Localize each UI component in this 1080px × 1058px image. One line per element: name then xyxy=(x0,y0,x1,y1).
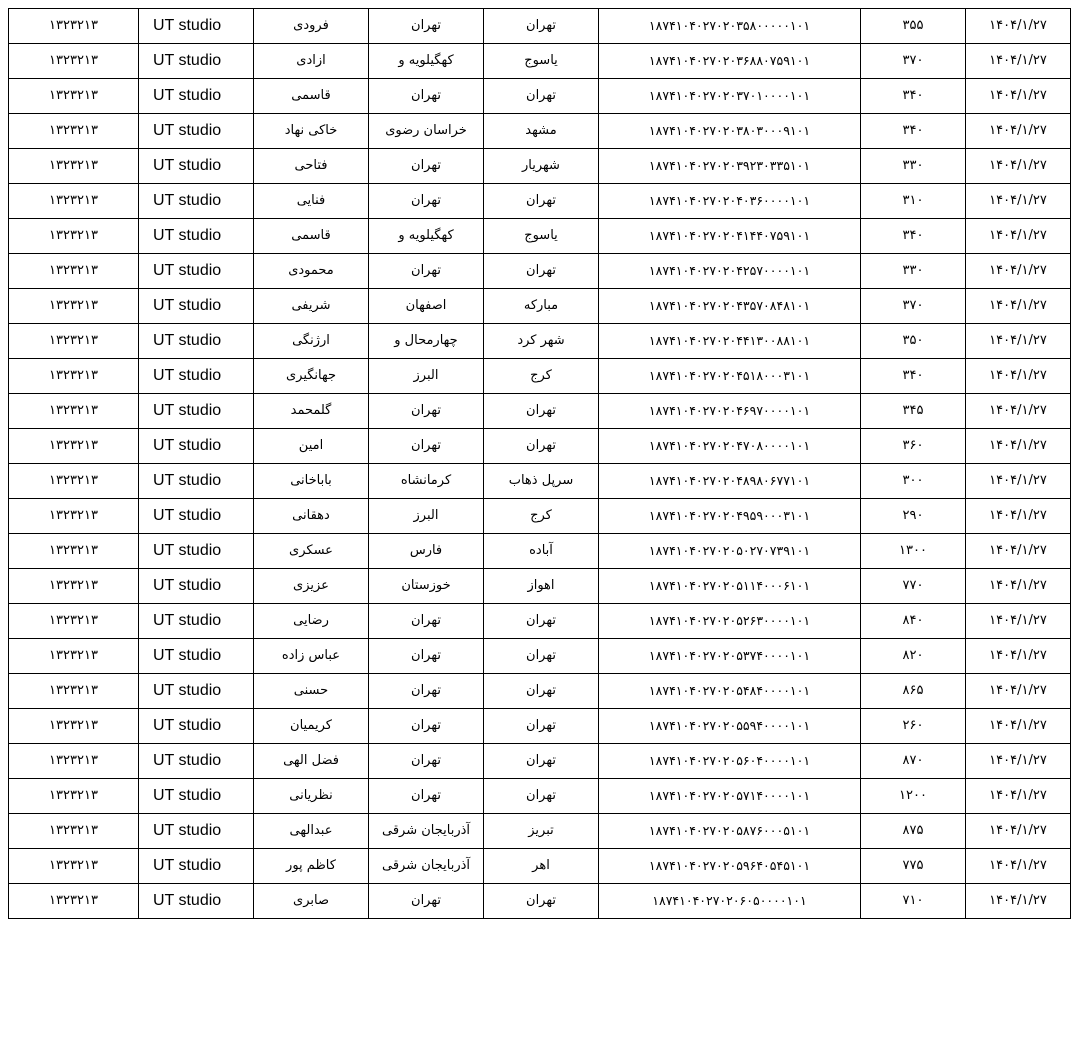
cell-province: تهران xyxy=(369,254,484,289)
cell-recipient-name: صابری xyxy=(254,884,369,919)
cell-date: ۱۴۰۴/۱/۲۷ xyxy=(966,79,1071,114)
table-row xyxy=(9,324,1071,359)
table-row xyxy=(9,149,1071,184)
cell-amount: ۸۲۰ xyxy=(861,639,966,674)
cell-tracking-number: ۱۸۷۴۱۰۴۰۲۷۰۲۰۵۸۷۶۰۰۰۵۱۰۱ xyxy=(599,814,861,849)
cell-city: تبریز xyxy=(484,814,599,849)
cell-date: ۱۴۰۴/۱/۲۷ xyxy=(966,499,1071,534)
cell-city: تهران xyxy=(484,884,599,919)
cell-recipient-name: عبدالهی xyxy=(254,814,369,849)
cell-code: ۱۳۲۳۲۱۳ xyxy=(9,534,139,569)
table-row xyxy=(9,639,1071,674)
cell-amount: ۳۴۰ xyxy=(861,219,966,254)
cell-date: ۱۴۰۴/۱/۲۷ xyxy=(966,254,1071,289)
cell-date: ۱۴۰۴/۱/۲۷ xyxy=(966,359,1071,394)
cell-recipient-name: کاظم پور xyxy=(254,849,369,884)
cell-studio: UT studio xyxy=(139,44,254,79)
cell-amount: ۳۴۰ xyxy=(861,359,966,394)
cell-recipient-name: نظریانی xyxy=(254,779,369,814)
cell-studio: UT studio xyxy=(139,814,254,849)
cell-code: ۱۳۲۳۲۱۳ xyxy=(9,464,139,499)
cell-province: تهران xyxy=(369,744,484,779)
cell-studio: UT studio xyxy=(139,884,254,919)
cell-code: ۱۳۲۳۲۱۳ xyxy=(9,149,139,184)
cell-tracking-number: ۱۸۷۴۱۰۴۰۲۷۰۲۰۴۶۹۷۰۰۰۰۱۰۱ xyxy=(599,394,861,429)
cell-province: کرمانشاه xyxy=(369,464,484,499)
cell-tracking-number: ۱۸۷۴۱۰۴۰۲۷۰۲۰۳۷۰۱۰۰۰۰۱۰۱ xyxy=(599,79,861,114)
cell-amount: ۳۱۰ xyxy=(861,184,966,219)
cell-amount: ۳۶۰ xyxy=(861,429,966,464)
cell-amount: ۷۷۵ xyxy=(861,849,966,884)
table-row xyxy=(9,79,1071,114)
cell-province: اصفهان xyxy=(369,289,484,324)
cell-amount: ۸۴۰ xyxy=(861,604,966,639)
table-row xyxy=(9,359,1071,394)
table-row xyxy=(9,184,1071,219)
cell-city: تهران xyxy=(484,254,599,289)
cell-amount: ۳۷۰ xyxy=(861,44,966,79)
cell-recipient-name: عزیزی xyxy=(254,569,369,604)
cell-amount: ۳۴۵ xyxy=(861,394,966,429)
cell-code: ۱۳۲۳۲۱۳ xyxy=(9,254,139,289)
cell-province: آذربایجان شرقی xyxy=(369,814,484,849)
cell-province: تهران xyxy=(369,884,484,919)
cell-date: ۱۴۰۴/۱/۲۷ xyxy=(966,604,1071,639)
cell-recipient-name: جهانگیری xyxy=(254,359,369,394)
cell-recipient-name: شریفی xyxy=(254,289,369,324)
cell-province: البرز xyxy=(369,359,484,394)
table-row xyxy=(9,254,1071,289)
cell-date: ۱۴۰۴/۱/۲۷ xyxy=(966,814,1071,849)
cell-studio: UT studio xyxy=(139,79,254,114)
cell-tracking-number: ۱۸۷۴۱۰۴۰۲۷۰۲۰۴۹۵۹۰۰۰۳۱۰۱ xyxy=(599,499,861,534)
cell-recipient-name: گلمحمد xyxy=(254,394,369,429)
cell-studio: UT studio xyxy=(139,184,254,219)
cell-date: ۱۴۰۴/۱/۲۷ xyxy=(966,674,1071,709)
cell-studio: UT studio xyxy=(139,604,254,639)
cell-province: تهران xyxy=(369,429,484,464)
cell-code: ۱۳۲۳۲۱۳ xyxy=(9,674,139,709)
cell-province: تهران xyxy=(369,779,484,814)
cell-date: ۱۴۰۴/۱/۲۷ xyxy=(966,394,1071,429)
cell-date: ۱۴۰۴/۱/۲۷ xyxy=(966,44,1071,79)
cell-tracking-number: ۱۸۷۴۱۰۴۰۲۷۰۲۰۳۶۸۸۰۷۵۹۱۰۱ xyxy=(599,44,861,79)
cell-city: آباده xyxy=(484,534,599,569)
cell-date: ۱۴۰۴/۱/۲۷ xyxy=(966,219,1071,254)
cell-province: تهران xyxy=(369,709,484,744)
cell-recipient-name: عباس زاده xyxy=(254,639,369,674)
cell-recipient-name: فتاحی xyxy=(254,149,369,184)
cell-amount: ۳۳۰ xyxy=(861,254,966,289)
cell-date: ۱۴۰۴/۱/۲۷ xyxy=(966,429,1071,464)
table-row xyxy=(9,289,1071,324)
cell-city: تهران xyxy=(484,709,599,744)
cell-recipient-name: ازادی xyxy=(254,44,369,79)
cell-date: ۱۴۰۴/۱/۲۷ xyxy=(966,9,1071,44)
cell-tracking-number: ۱۸۷۴۱۰۴۰۲۷۰۲۰۴۱۴۴۰۷۵۹۱۰۱ xyxy=(599,219,861,254)
cell-studio: UT studio xyxy=(139,709,254,744)
cell-code: ۱۳۲۳۲۱۳ xyxy=(9,394,139,429)
cell-amount: ۳۵۵ xyxy=(861,9,966,44)
cell-city: شهر کرد xyxy=(484,324,599,359)
cell-city: تهران xyxy=(484,9,599,44)
cell-province: آذربایجان شرقی xyxy=(369,849,484,884)
cell-recipient-name: ارژنگی xyxy=(254,324,369,359)
cell-city: تهران xyxy=(484,394,599,429)
cell-studio: UT studio xyxy=(139,359,254,394)
cell-amount: ۲۹۰ xyxy=(861,499,966,534)
cell-city: شهریار xyxy=(484,149,599,184)
cell-province: تهران xyxy=(369,604,484,639)
cell-province: تهران xyxy=(369,9,484,44)
cell-tracking-number: ۱۸۷۴۱۰۴۰۲۷۰۲۰۴۲۵۷۰۰۰۰۱۰۱ xyxy=(599,254,861,289)
cell-date: ۱۴۰۴/۱/۲۷ xyxy=(966,324,1071,359)
cell-code: ۱۳۲۳۲۱۳ xyxy=(9,429,139,464)
cell-city: تهران xyxy=(484,429,599,464)
cell-date: ۱۴۰۴/۱/۲۷ xyxy=(966,464,1071,499)
cell-tracking-number: ۱۸۷۴۱۰۴۰۲۷۰۲۰۵۶۰۴۰۰۰۰۱۰۱ xyxy=(599,744,861,779)
cell-recipient-name: عسکری xyxy=(254,534,369,569)
cell-tracking-number: ۱۸۷۴۱۰۴۰۲۷۰۲۰۵۰۲۷۰۷۳۹۱۰۱ xyxy=(599,534,861,569)
cell-province: خراسان رضوی xyxy=(369,114,484,149)
cell-province: تهران xyxy=(369,639,484,674)
cell-amount: ۳۵۰ xyxy=(861,324,966,359)
document-sheet xyxy=(8,8,1070,919)
cell-province: چهارمحال و xyxy=(369,324,484,359)
cell-province: تهران xyxy=(369,674,484,709)
cell-code: ۱۳۲۳۲۱۳ xyxy=(9,779,139,814)
cell-city: تهران xyxy=(484,604,599,639)
cell-studio: UT studio xyxy=(139,394,254,429)
cell-province: تهران xyxy=(369,184,484,219)
cell-amount: ۳۳۰ xyxy=(861,149,966,184)
cell-recipient-name: امین xyxy=(254,429,369,464)
cell-tracking-number: ۱۸۷۴۱۰۴۰۲۷۰۲۰۵۵۹۴۰۰۰۰۱۰۱ xyxy=(599,709,861,744)
cell-studio: UT studio xyxy=(139,639,254,674)
cell-code: ۱۳۲۳۲۱۳ xyxy=(9,709,139,744)
cell-date: ۱۴۰۴/۱/۲۷ xyxy=(966,639,1071,674)
cell-date: ۱۴۰۴/۱/۲۷ xyxy=(966,534,1071,569)
cell-city: اهواز xyxy=(484,569,599,604)
cell-tracking-number: ۱۸۷۴۱۰۴۰۲۷۰۲۰۵۱۱۴۰۰۰۶۱۰۱ xyxy=(599,569,861,604)
cell-recipient-name: فرودی xyxy=(254,9,369,44)
cell-code: ۱۳۲۳۲۱۳ xyxy=(9,849,139,884)
cell-province: البرز xyxy=(369,499,484,534)
cell-code: ۱۳۲۳۲۱۳ xyxy=(9,324,139,359)
cell-code: ۱۳۲۳۲۱۳ xyxy=(9,639,139,674)
cell-tracking-number: ۱۸۷۴۱۰۴۰۲۷۰۲۰۵۳۷۴۰۰۰۰۱۰۱ xyxy=(599,639,861,674)
cell-recipient-name: قاسمی xyxy=(254,79,369,114)
cell-studio: UT studio xyxy=(139,674,254,709)
cell-amount: ۷۱۰ xyxy=(861,884,966,919)
cell-province: کهگیلویه و xyxy=(369,44,484,79)
cell-amount: ۷۷۰ xyxy=(861,569,966,604)
cell-tracking-number: ۱۸۷۴۱۰۴۰۲۷۰۲۰۴۳۵۷۰۸۴۸۱۰۱ xyxy=(599,289,861,324)
cell-recipient-name: رضایی xyxy=(254,604,369,639)
table-row xyxy=(9,534,1071,569)
table-row xyxy=(9,674,1071,709)
cell-studio: UT studio xyxy=(139,534,254,569)
cell-tracking-number: ۱۸۷۴۱۰۴۰۲۷۰۲۰۴۷۰۸۰۰۰۰۱۰۱ xyxy=(599,429,861,464)
cell-date: ۱۴۰۴/۱/۲۷ xyxy=(966,289,1071,324)
cell-city: کرج xyxy=(484,499,599,534)
cell-studio: UT studio xyxy=(139,569,254,604)
cell-code: ۱۳۲۳۲۱۳ xyxy=(9,114,139,149)
cell-amount: ۱۲۰۰ xyxy=(861,779,966,814)
cell-code: ۱۳۲۳۲۱۳ xyxy=(9,219,139,254)
cell-city: یاسوج xyxy=(484,44,599,79)
table-row xyxy=(9,219,1071,254)
cell-recipient-name: فضل الهی xyxy=(254,744,369,779)
cell-code: ۱۳۲۳۲۱۳ xyxy=(9,44,139,79)
cell-amount: ۱۳۰۰ xyxy=(861,534,966,569)
cell-city: تهران xyxy=(484,674,599,709)
cell-city: تهران xyxy=(484,639,599,674)
cell-date: ۱۴۰۴/۱/۲۷ xyxy=(966,779,1071,814)
cell-code: ۱۳۲۳۲۱۳ xyxy=(9,499,139,534)
cell-studio: UT studio xyxy=(139,779,254,814)
cell-city: مشهد xyxy=(484,114,599,149)
table-row xyxy=(9,814,1071,849)
cell-province: تهران xyxy=(369,79,484,114)
cell-province: تهران xyxy=(369,394,484,429)
table-row xyxy=(9,9,1071,44)
cell-tracking-number: ۱۸۷۴۱۰۴۰۲۷۰۲۰۵۹۶۴۰۵۴۵۱۰۱ xyxy=(599,849,861,884)
cell-code: ۱۳۲۳۲۱۳ xyxy=(9,744,139,779)
cell-studio: UT studio xyxy=(139,429,254,464)
cell-city: مبارکه xyxy=(484,289,599,324)
cell-code: ۱۳۲۳۲۱۳ xyxy=(9,884,139,919)
cell-studio: UT studio xyxy=(139,254,254,289)
cell-studio: UT studio xyxy=(139,849,254,884)
cell-code: ۱۳۲۳۲۱۳ xyxy=(9,9,139,44)
cell-amount: ۸۶۵ xyxy=(861,674,966,709)
cell-studio: UT studio xyxy=(139,464,254,499)
cell-studio: UT studio xyxy=(139,149,254,184)
cell-tracking-number: ۱۸۷۴۱۰۴۰۲۷۰۲۰۵۲۶۳۰۰۰۰۱۰۱ xyxy=(599,604,861,639)
cell-tracking-number: ۱۸۷۴۱۰۴۰۲۷۰۲۰۴۰۳۶۰۰۰۰۱۰۱ xyxy=(599,184,861,219)
cell-city: تهران xyxy=(484,79,599,114)
table-row xyxy=(9,849,1071,884)
cell-studio: UT studio xyxy=(139,9,254,44)
cell-city: تهران xyxy=(484,184,599,219)
cell-amount: ۳۰۰ xyxy=(861,464,966,499)
cell-recipient-name: محمودی xyxy=(254,254,369,289)
table-row xyxy=(9,709,1071,744)
cell-recipient-name: باباخانی xyxy=(254,464,369,499)
table-row xyxy=(9,44,1071,79)
cell-amount: ۳۷۰ xyxy=(861,289,966,324)
cell-city: تهران xyxy=(484,744,599,779)
cell-amount: ۳۴۰ xyxy=(861,114,966,149)
table-row xyxy=(9,499,1071,534)
cell-studio: UT studio xyxy=(139,744,254,779)
cell-studio: UT studio xyxy=(139,114,254,149)
table-row xyxy=(9,114,1071,149)
table-body xyxy=(9,9,1071,919)
cell-amount: ۳۴۰ xyxy=(861,79,966,114)
cell-date: ۱۴۰۴/۱/۲۷ xyxy=(966,709,1071,744)
cell-recipient-name: کریمیان xyxy=(254,709,369,744)
cell-date: ۱۴۰۴/۱/۲۷ xyxy=(966,569,1071,604)
cell-tracking-number: ۱۸۷۴۱۰۴۰۲۷۰۲۰۵۷۱۴۰۰۰۰۱۰۱ xyxy=(599,779,861,814)
cell-province: فارس xyxy=(369,534,484,569)
cell-code: ۱۳۲۳۲۱۳ xyxy=(9,184,139,219)
cell-recipient-name: دهقانی xyxy=(254,499,369,534)
table-row xyxy=(9,464,1071,499)
cell-studio: UT studio xyxy=(139,219,254,254)
cell-studio: UT studio xyxy=(139,324,254,359)
cell-date: ۱۴۰۴/۱/۲۷ xyxy=(966,149,1071,184)
cell-city: تهران xyxy=(484,779,599,814)
cell-code: ۱۳۲۳۲۱۳ xyxy=(9,359,139,394)
cell-tracking-number: ۱۸۷۴۱۰۴۰۲۷۰۲۰۳۹۲۳۰۳۳۵۱۰۱ xyxy=(599,149,861,184)
cell-date: ۱۴۰۴/۱/۲۷ xyxy=(966,114,1071,149)
cell-amount: ۲۶۰ xyxy=(861,709,966,744)
cell-tracking-number: ۱۸۷۴۱۰۴۰۲۷۰۲۰۴۸۹۸۰۶۷۷۱۰۱ xyxy=(599,464,861,499)
cell-tracking-number: ۱۸۷۴۱۰۴۰۲۷۰۲۰۴۵۱۸۰۰۰۳۱۰۱ xyxy=(599,359,861,394)
cell-code: ۱۳۲۳۲۱۳ xyxy=(9,79,139,114)
table-row xyxy=(9,394,1071,429)
cell-recipient-name: فنایی xyxy=(254,184,369,219)
cell-recipient-name: خاکی نهاد xyxy=(254,114,369,149)
table-row xyxy=(9,429,1071,464)
cell-amount: ۸۷۵ xyxy=(861,814,966,849)
cell-province: خوزستان xyxy=(369,569,484,604)
cell-tracking-number: ۱۸۷۴۱۰۴۰۲۷۰۲۰۵۴۸۴۰۰۰۰۱۰۱ xyxy=(599,674,861,709)
table-row xyxy=(9,569,1071,604)
table-row xyxy=(9,744,1071,779)
table-row xyxy=(9,604,1071,639)
cell-tracking-number: ۱۸۷۴۱۰۴۰۲۷۰۲۰۶۰۵۰۰۰۰۱۰۱ xyxy=(599,884,861,919)
cell-date: ۱۴۰۴/۱/۲۷ xyxy=(966,744,1071,779)
cell-date: ۱۴۰۴/۱/۲۷ xyxy=(966,849,1071,884)
cell-city: اهر xyxy=(484,849,599,884)
cell-province: کهگیلویه و xyxy=(369,219,484,254)
cell-city: سرپل ذهاب xyxy=(484,464,599,499)
cell-recipient-name: حسنی xyxy=(254,674,369,709)
cell-studio: UT studio xyxy=(139,289,254,324)
table-row xyxy=(9,884,1071,919)
cell-date: ۱۴۰۴/۱/۲۷ xyxy=(966,184,1071,219)
cell-city: یاسوج xyxy=(484,219,599,254)
cell-amount: ۸۷۰ xyxy=(861,744,966,779)
cell-date: ۱۴۰۴/۱/۲۷ xyxy=(966,884,1071,919)
cell-city: کرج xyxy=(484,359,599,394)
cell-code: ۱۳۲۳۲۱۳ xyxy=(9,569,139,604)
cell-recipient-name: قاسمی xyxy=(254,219,369,254)
cell-code: ۱۳۲۳۲۱۳ xyxy=(9,814,139,849)
cell-province: تهران xyxy=(369,149,484,184)
cell-tracking-number: ۱۸۷۴۱۰۴۰۲۷۰۲۰۳۵۸۰۰۰۰۰۱۰۱ xyxy=(599,9,861,44)
shipments-table xyxy=(8,8,1071,919)
cell-code: ۱۳۲۳۲۱۳ xyxy=(9,289,139,324)
cell-tracking-number: ۱۸۷۴۱۰۴۰۲۷۰۲۰۳۸۰۳۰۰۰۹۱۰۱ xyxy=(599,114,861,149)
table-row xyxy=(9,779,1071,814)
cell-code: ۱۳۲۳۲۱۳ xyxy=(9,604,139,639)
cell-studio: UT studio xyxy=(139,499,254,534)
cell-tracking-number: ۱۸۷۴۱۰۴۰۲۷۰۲۰۴۴۱۳۰۰۸۸۱۰۱ xyxy=(599,324,861,359)
